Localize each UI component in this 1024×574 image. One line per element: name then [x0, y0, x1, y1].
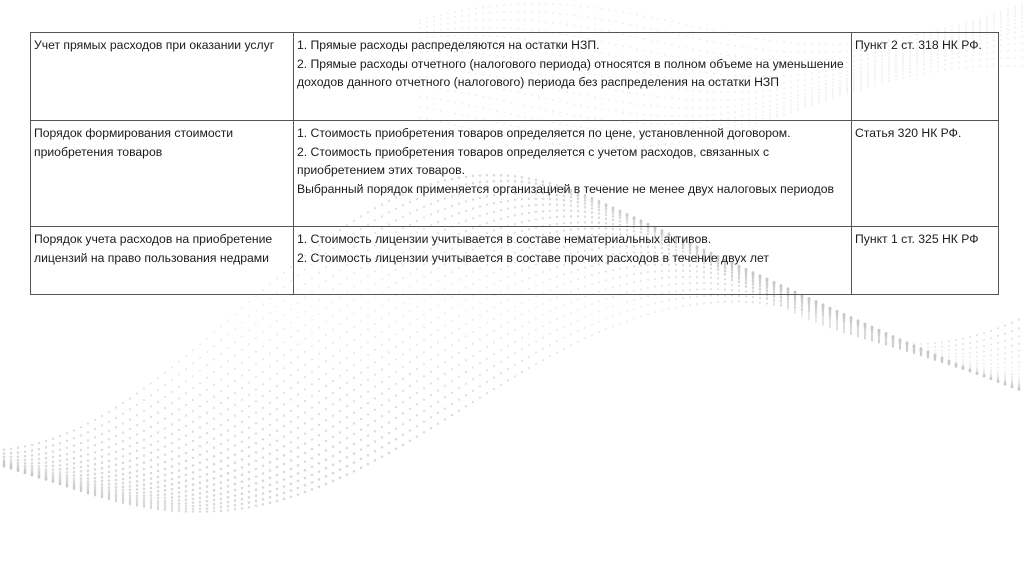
legal-reference-cell — [852, 121, 999, 227]
policy-options-cell — [294, 33, 852, 121]
option-text: 2. Стоимость приобретения товаров определяется с учетом расходов, связанных с приобретением этих товаров. — [297, 144, 770, 177]
accounting-policy-table — [30, 32, 999, 295]
legal-reference-text: Пункт 2 ст. 318 НК РФ. — [855, 38, 982, 52]
policy-item-cell — [31, 121, 294, 227]
policy-item-text: Учет прямых расходов при оказании услуг — [34, 38, 275, 52]
legal-reference-cell — [852, 33, 999, 121]
option-text: 1. Прямые расходы распределяются на остатки НЗП. — [297, 38, 600, 52]
policy-item-text: Порядок формирования стоимости приобретения товаров — [34, 126, 234, 159]
table-row — [31, 33, 999, 121]
legal-reference-text: Пункт 1 ст. 325 НК РФ — [855, 232, 979, 246]
policy-item-text: Порядок учета расходов на приобретение лицензий на право пользования недрами — [34, 232, 273, 265]
option-text: 2. Стоимость лицензии учитывается в составе прочих расходов в течение двух лет — [297, 250, 769, 265]
policy-options-cell — [294, 121, 852, 227]
table-row — [31, 121, 999, 227]
option-text: 2. Прямые расходы отчетного (налогового периода) относятся в полном объеме на уменьшение доходов данного отчетного (налогового) периода без распределения на остатки НЗП — [297, 56, 844, 89]
policy-options-cell — [294, 227, 852, 295]
option-text: 1. Стоимость приобретения товаров определяется по цене, установленной договором. — [297, 126, 791, 140]
option-text: 1. Стоимость лицензии учитывается в составе нематериальных активов. — [297, 232, 712, 246]
option-text: Выбранный порядок применяется организацией в течение не менее двух налоговых периодов — [297, 181, 834, 196]
policy-item-cell — [31, 33, 294, 121]
policy-item-cell — [31, 227, 294, 295]
legal-reference-text: Статья 320 НК РФ. — [855, 126, 962, 140]
legal-reference-cell — [852, 227, 999, 295]
table-row — [31, 227, 999, 295]
